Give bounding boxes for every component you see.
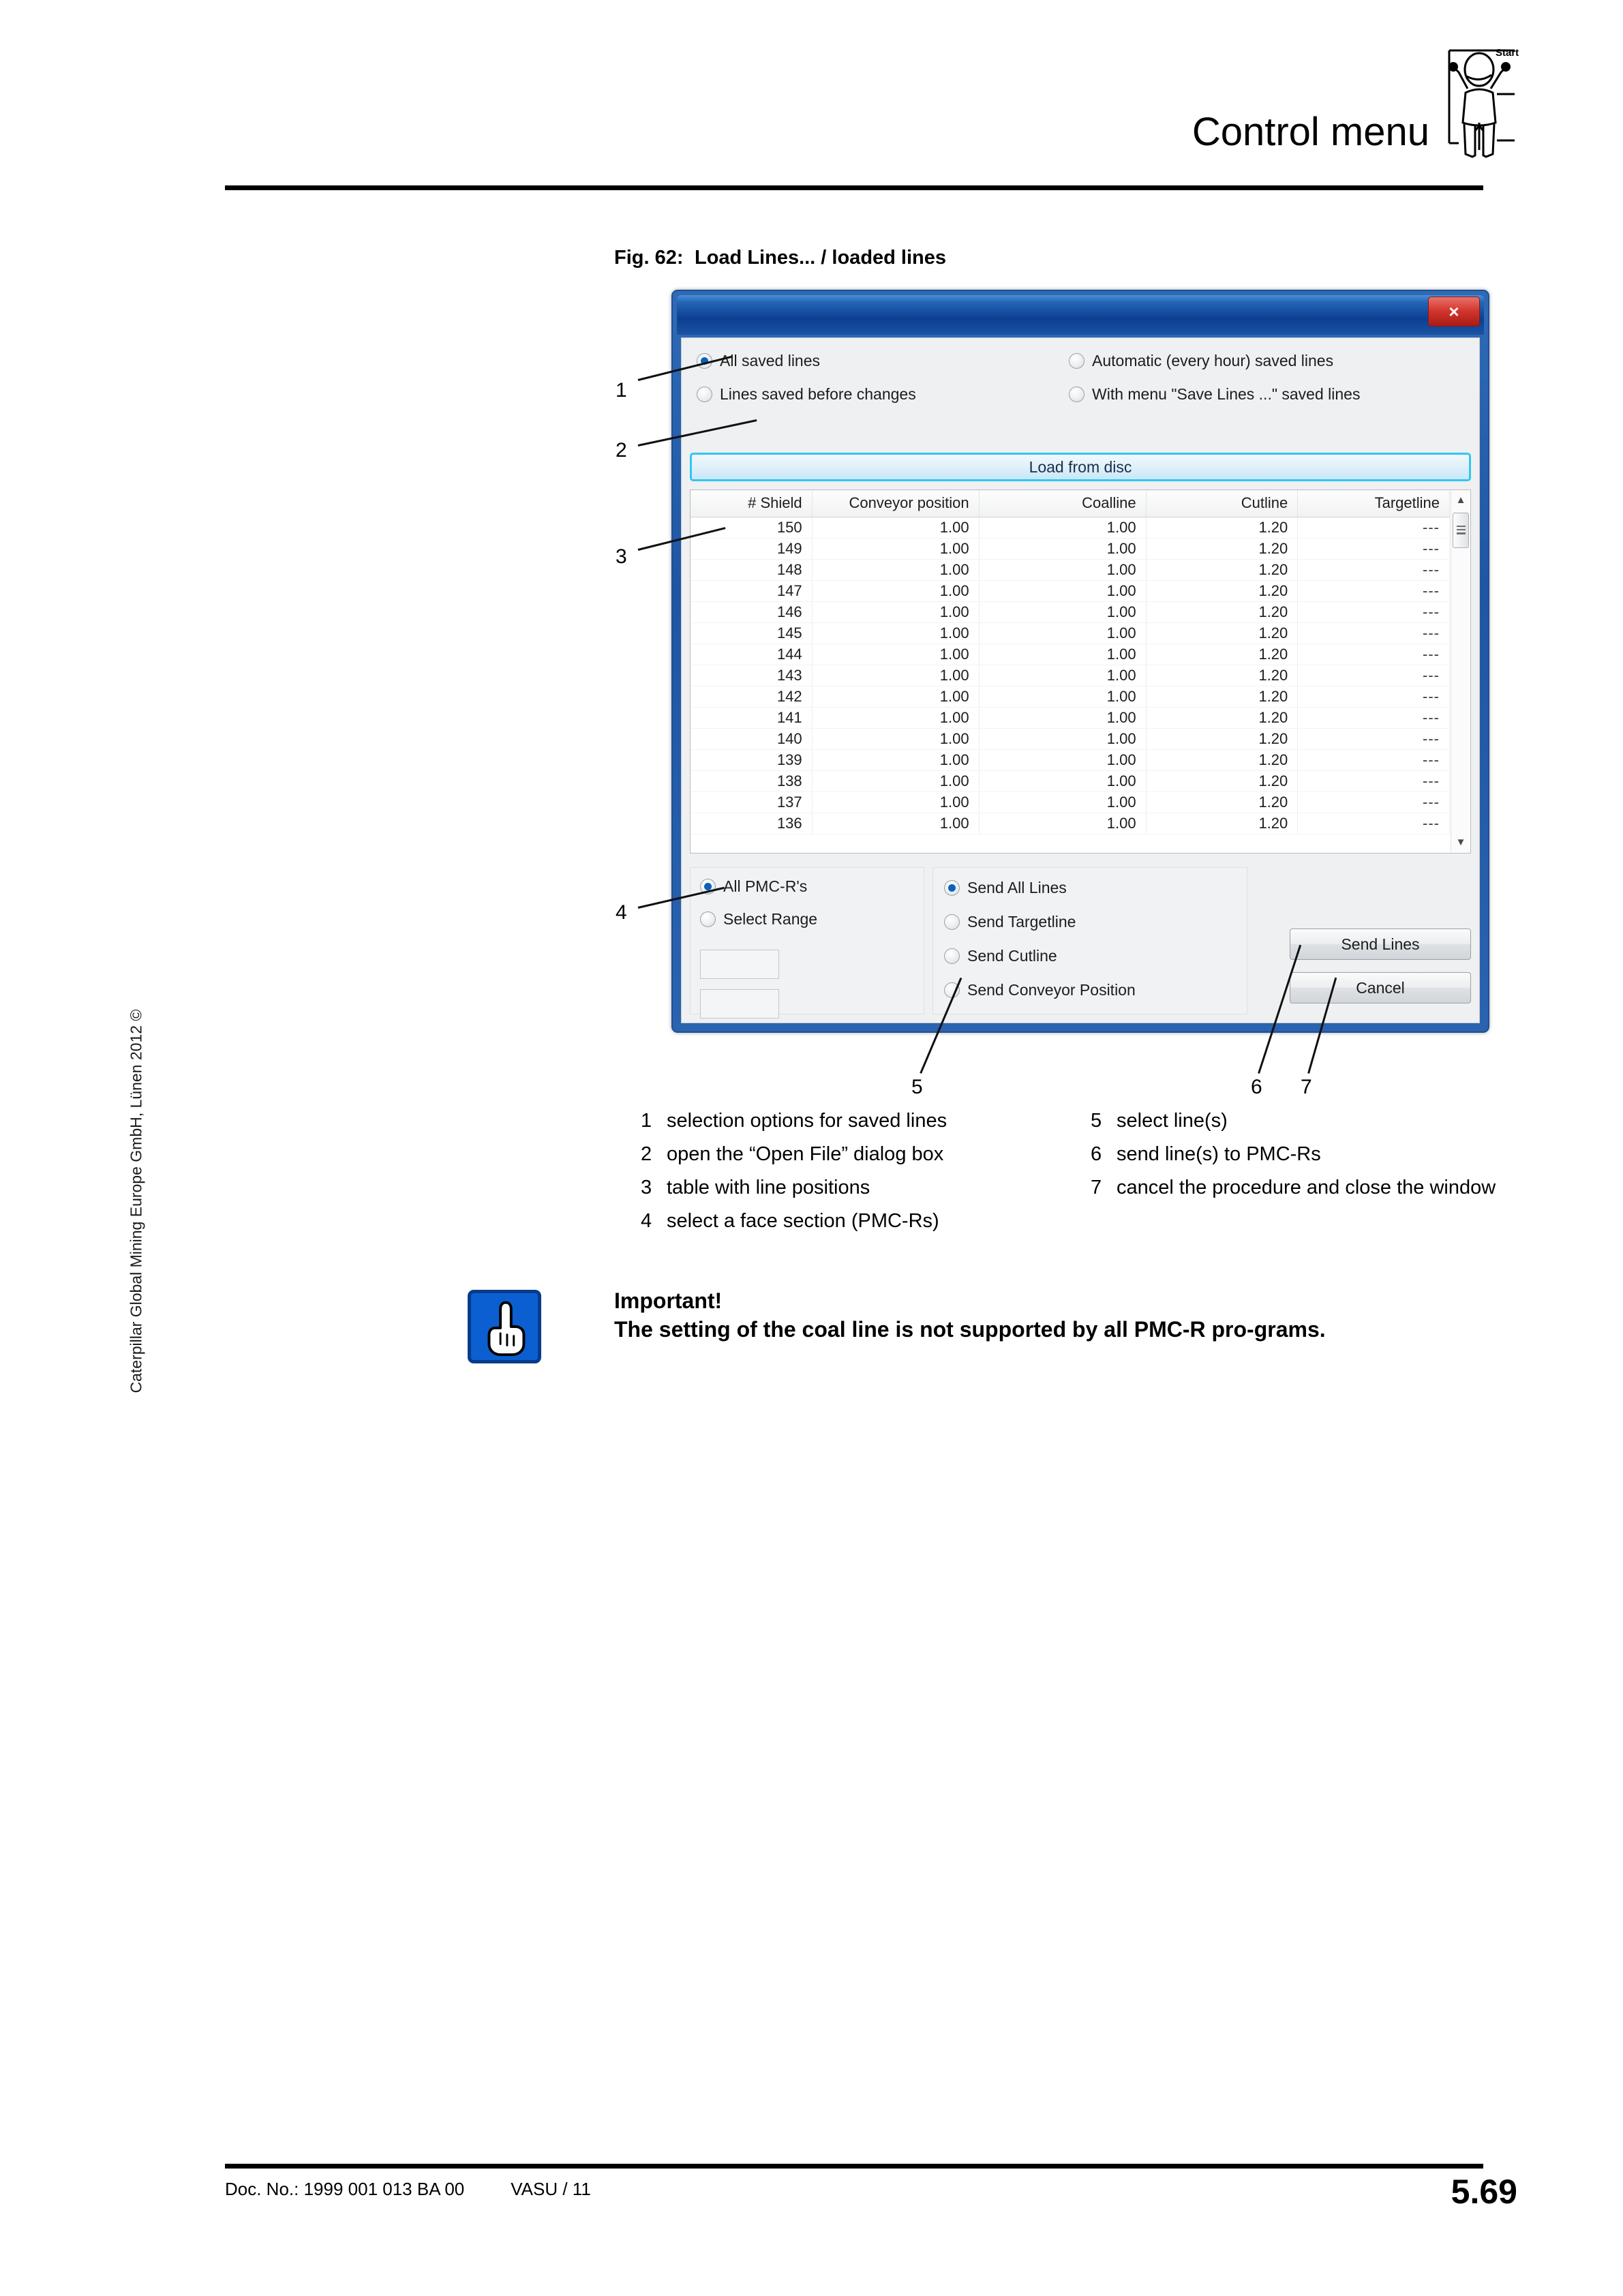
note-body: The setting of the coal line is not supported by all PMC-R pro-grams. (614, 1316, 1326, 1342)
cell-shield: 137 (691, 792, 812, 813)
cell-cutline: 1.20 (1146, 644, 1298, 665)
page-header (225, 27, 1520, 191)
cell-coalline: 1.00 (979, 729, 1146, 750)
table-row[interactable] (691, 729, 1450, 750)
cell-cutline: 1.20 (1146, 602, 1298, 623)
note-heading: Important! (614, 1288, 723, 1313)
radio-label: Lines saved before changes (720, 385, 916, 403)
cell-conveyor-position: 1.00 (812, 623, 979, 644)
radio-send-all-lines[interactable] (944, 879, 1067, 897)
legend-item (641, 1111, 1063, 1131)
cell-shield: 145 (691, 623, 812, 644)
cell-conveyor-position: 1.00 (812, 581, 979, 602)
cell-conveyor-position: 1.00 (812, 750, 979, 771)
cell-coalline: 1.00 (979, 813, 1146, 834)
radio-indicator-icon (944, 948, 960, 964)
radio-indicator-icon (700, 911, 716, 927)
table-row[interactable] (691, 792, 1450, 813)
cell-targetline: --- (1298, 686, 1450, 708)
cell-cutline: 1.20 (1146, 750, 1298, 771)
legend-item-number: 2 (641, 1143, 652, 1165)
cell-cutline: 1.20 (1146, 623, 1298, 644)
cell-coalline: 1.00 (979, 539, 1146, 560)
legend-item-number: 4 (641, 1210, 652, 1232)
header-divider (225, 185, 1483, 190)
scroll-up-icon[interactable]: ▲ (1455, 494, 1466, 506)
cell-cutline: 1.20 (1146, 665, 1298, 686)
table-row[interactable] (691, 686, 1450, 708)
radio-label: With menu "Save Lines ..." saved lines (1092, 385, 1361, 403)
legend-item (1091, 1145, 1513, 1164)
cell-cutline: 1.20 (1146, 517, 1298, 539)
legend-column-right (1091, 1111, 1513, 1211)
page-number: 5.69 (1451, 2173, 1517, 2211)
pointing-hand-icon (468, 1290, 541, 1363)
cell-targetline: --- (1298, 771, 1450, 792)
cell-coalline: 1.00 (979, 665, 1146, 686)
cell-conveyor-position: 1.00 (812, 517, 979, 539)
cell-targetline: --- (1298, 813, 1450, 834)
cell-shield: 149 (691, 539, 812, 560)
cell-targetline: --- (1298, 708, 1450, 729)
cell-coalline: 1.00 (979, 623, 1146, 644)
radio-with-menu-save-lines[interactable] (1069, 385, 1360, 404)
table-row[interactable] (691, 665, 1450, 686)
cell-coalline: 1.00 (979, 517, 1146, 539)
table-row[interactable] (691, 517, 1450, 539)
figure-caption-text: Load Lines... / loaded lines (695, 247, 947, 269)
cell-conveyor-position: 1.00 (812, 813, 979, 834)
dialog-titlebar[interactable] (677, 295, 1484, 335)
start-button-figure-icon (1438, 41, 1520, 164)
range-start-input[interactable] (700, 950, 779, 979)
cell-shield: 139 (691, 750, 812, 771)
callout-3: 3 (616, 545, 627, 568)
column-header-coalline[interactable]: Coalline (979, 490, 1146, 517)
callout-1: 1 (616, 379, 627, 402)
cell-conveyor-position: 1.00 (812, 644, 979, 665)
table-row[interactable] (691, 602, 1450, 623)
column-header-cutline[interactable]: Cutline (1146, 490, 1298, 517)
table-row[interactable] (691, 771, 1450, 792)
callout-4: 4 (616, 901, 627, 924)
radio-select-range[interactable] (700, 910, 817, 928)
cell-targetline: --- (1298, 539, 1450, 560)
cell-coalline: 1.00 (979, 750, 1146, 771)
legend-item-number: 7 (1091, 1177, 1102, 1198)
legend-item (641, 1178, 1063, 1198)
cell-cutline: 1.20 (1146, 539, 1298, 560)
cell-shield: 140 (691, 729, 812, 750)
radio-automatic-saved-lines[interactable] (1069, 352, 1333, 370)
pmc-selection-panel (690, 867, 924, 1014)
range-end-input[interactable] (700, 989, 779, 1018)
cell-targetline: --- (1298, 644, 1450, 665)
cell-conveyor-position: 1.00 (812, 539, 979, 560)
cell-coalline: 1.00 (979, 602, 1146, 623)
page-title: Control menu (1192, 110, 1429, 154)
legend-item-text: table with line positions (667, 1177, 870, 1198)
legend-item-text: open the “Open File” dialog box (667, 1143, 944, 1165)
cell-conveyor-position: 1.00 (812, 771, 979, 792)
cell-cutline: 1.20 (1146, 792, 1298, 813)
table-row[interactable] (691, 539, 1450, 560)
radio-label: Automatic (every hour) saved lines (1092, 352, 1334, 369)
legend-item-number: 3 (641, 1177, 652, 1198)
cell-conveyor-position: 1.00 (812, 560, 979, 581)
column-header-shield[interactable]: # Shield (691, 490, 812, 517)
table-row[interactable] (691, 560, 1450, 581)
cell-targetline: --- (1298, 792, 1450, 813)
radio-indicator-icon (1069, 353, 1084, 369)
cell-shield: 142 (691, 686, 812, 708)
column-header-conveyor-position[interactable]: Conveyor position (812, 490, 979, 517)
cell-shield: 138 (691, 771, 812, 792)
radio-label: Send All Lines (967, 879, 1067, 896)
radio-lines-saved-before-changes[interactable] (697, 385, 916, 404)
figure-label: Fig. 62: (614, 247, 684, 269)
table-row[interactable] (691, 750, 1450, 771)
radio-label: All saved lines (720, 352, 821, 369)
cell-shield: 143 (691, 665, 812, 686)
cell-targetline: --- (1298, 665, 1450, 686)
cell-shield: 150 (691, 517, 812, 539)
cell-targetline: --- (1298, 623, 1450, 644)
cell-conveyor-position: 1.00 (812, 665, 979, 686)
send-selection-panel (932, 867, 1247, 1014)
legend-item-number: 5 (1091, 1110, 1102, 1132)
callout-2: 2 (616, 439, 627, 462)
radio-label: Send Cutline (967, 947, 1057, 965)
radio-label: All PMC-R's (723, 877, 808, 895)
legend-item-number: 1 (641, 1110, 652, 1132)
source-selection-group (690, 346, 1471, 447)
footer-divider (225, 2164, 1483, 2169)
cell-targetline: --- (1298, 581, 1450, 602)
cell-cutline: 1.20 (1146, 708, 1298, 729)
callout-6: 6 (1251, 1076, 1262, 1098)
legend-item-text: select a face section (PMC-Rs) (667, 1210, 939, 1232)
cell-shield: 148 (691, 560, 812, 581)
legend-item-text: selection options for saved lines (667, 1110, 947, 1132)
cell-conveyor-position: 1.00 (812, 729, 979, 750)
table-header-row (691, 490, 1450, 517)
table-row[interactable] (691, 581, 1450, 602)
legend-item (1091, 1178, 1513, 1198)
radio-label: Send Conveyor Position (967, 981, 1136, 999)
column-header-targetline[interactable]: Targetline (1298, 490, 1450, 517)
cell-shield: 144 (691, 644, 812, 665)
radio-indicator-icon (697, 387, 712, 402)
cell-targetline: --- (1298, 560, 1450, 581)
table-row[interactable] (691, 708, 1450, 729)
radio-all-pmc-rs[interactable] (700, 877, 807, 896)
scrollbar-thumb[interactable] (1453, 513, 1469, 548)
cell-targetline: --- (1298, 602, 1450, 623)
legend-item-text: cancel the procedure and close the window (1117, 1177, 1496, 1198)
footer-document-info (225, 2179, 591, 2200)
cell-targetline: --- (1298, 517, 1450, 539)
footer-vasu: VASU / 11 (511, 2179, 591, 2199)
cell-coalline: 1.00 (979, 708, 1146, 729)
radio-send-conveyor-position[interactable] (944, 981, 1136, 999)
cell-conveyor-position: 1.00 (812, 686, 979, 708)
cell-targetline: --- (1298, 729, 1450, 750)
radio-indicator-icon (944, 914, 960, 930)
radio-send-cutline[interactable] (944, 947, 1057, 965)
close-icon[interactable]: × (1428, 297, 1480, 327)
cell-cutline: 1.20 (1146, 581, 1298, 602)
radio-send-targetline[interactable] (944, 913, 1076, 931)
cell-coalline: 1.00 (979, 560, 1146, 581)
cell-shield: 146 (691, 602, 812, 623)
cell-coalline: 1.00 (979, 581, 1146, 602)
radio-label: Select Range (723, 910, 818, 928)
start-label: Start (1496, 47, 1519, 59)
cell-coalline: 1.00 (979, 792, 1146, 813)
cell-coalline: 1.00 (979, 644, 1146, 665)
table-scrollbar[interactable] (1451, 491, 1470, 852)
table-row[interactable] (691, 623, 1450, 644)
callout-7: 7 (1301, 1076, 1312, 1098)
legend-item-number: 6 (1091, 1143, 1102, 1165)
figure-caption (614, 247, 946, 269)
copyright-notice: Caterpillar Global Mining Europe GmbH, Lünen 2012 © (127, 1009, 145, 1393)
legend-item (1091, 1111, 1513, 1131)
line-positions-table[interactable] (690, 489, 1471, 854)
footer-doc-number: Doc. No.: 1999 001 013 BA 00 (225, 2179, 465, 2199)
legend-item-text: select line(s) (1117, 1110, 1228, 1132)
callout-5: 5 (911, 1076, 923, 1098)
cell-conveyor-position: 1.00 (812, 792, 979, 813)
cell-shield: 136 (691, 813, 812, 834)
cell-cutline: 1.20 (1146, 729, 1298, 750)
legend-item (641, 1145, 1063, 1164)
cell-coalline: 1.00 (979, 771, 1146, 792)
table-row[interactable] (691, 813, 1450, 834)
radio-indicator-icon (944, 880, 960, 896)
dialog-body (681, 337, 1480, 1023)
cell-conveyor-position: 1.00 (812, 602, 979, 623)
cell-targetline: --- (1298, 750, 1450, 771)
note-text (614, 1287, 1480, 1344)
send-lines-button[interactable]: Send Lines (1290, 928, 1471, 960)
table-body (691, 517, 1450, 834)
table-row[interactable] (691, 644, 1450, 665)
cell-cutline: 1.20 (1146, 771, 1298, 792)
cell-shield: 141 (691, 708, 812, 729)
legend-column-left (641, 1111, 1063, 1245)
legend-item-text: send line(s) to PMC-Rs (1117, 1143, 1321, 1165)
radio-label: Send Targetline (967, 913, 1076, 931)
cell-conveyor-position: 1.00 (812, 708, 979, 729)
legend-item (641, 1211, 1063, 1231)
scroll-down-icon[interactable]: ▼ (1455, 836, 1466, 848)
cell-coalline: 1.00 (979, 686, 1146, 708)
radio-indicator-icon (1069, 387, 1084, 402)
load-from-disc-button[interactable]: Load from disc (690, 453, 1471, 481)
cell-cutline: 1.20 (1146, 813, 1298, 834)
cancel-button[interactable]: Cancel (1290, 972, 1471, 1003)
cell-cutline: 1.20 (1146, 686, 1298, 708)
cell-cutline: 1.20 (1146, 560, 1298, 581)
load-lines-dialog (671, 290, 1489, 1033)
cell-shield: 147 (691, 581, 812, 602)
